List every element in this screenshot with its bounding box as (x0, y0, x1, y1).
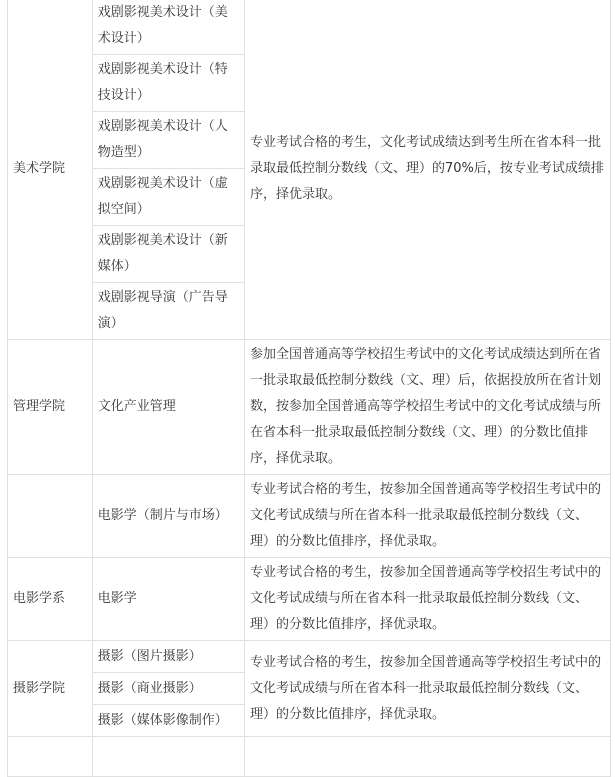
admission-rule: 专业考试合格的考生，按参加全国普通高等学校招生考试中的文化考试成绩与所在省本科一批录取最低控制分数线（文、理）的分数比值排序，择优录取。 (249, 565, 601, 632)
college-name: 电影学系 (13, 591, 66, 606)
major-cell (92, 705, 244, 737)
admission-rule: 专业考试合格的考生，文化考试成绩达到考生所在省本科一批录取最低控制分数线（文、理）的70%后，按专业考试成绩排序，择优录取。 (249, 134, 604, 202)
college-cell (8, 641, 93, 737)
admission-table (7, 0, 611, 777)
major-cell (92, 641, 244, 673)
rule-cell (244, 558, 610, 641)
college-cell (8, 558, 93, 641)
major-name: 电影学 (97, 591, 137, 606)
major-name: 戏剧影视美术设计（美术设计） (97, 5, 228, 46)
rule-cell (244, 475, 610, 558)
major-name: 摄影（商业摄影） (97, 680, 202, 696)
major-cell (92, 737, 244, 777)
college-name: 摄影学院 (13, 680, 66, 696)
table-row (8, 0, 611, 55)
major-cell (92, 340, 244, 475)
major-name: 戏剧影视美术设计（人物造型） (97, 119, 228, 160)
college-cell (8, 475, 93, 558)
college-cell (8, 737, 93, 777)
admission-rule: 专业考试合格的考生，按参加全国普通高等学校招生考试中的文化考试成绩与所在省本科一批录取最低控制分数线（文、理）的分数比值排序，择优录取。 (249, 482, 601, 549)
major-cell (92, 169, 244, 226)
table-row (8, 475, 611, 558)
major-name: 戏剧影视美术设计（新媒体） (97, 233, 228, 274)
college-cell (8, 0, 93, 340)
major-name: 戏剧影视美术设计（虚拟空间） (97, 176, 228, 217)
college-name: 管理学院 (13, 399, 66, 414)
rule-cell (244, 737, 610, 777)
rule-cell (244, 340, 610, 475)
college-name: 美术学院 (13, 160, 66, 176)
major-cell (92, 475, 244, 558)
major-cell (92, 673, 244, 705)
major-cell (92, 55, 244, 112)
rule-cell (244, 0, 610, 340)
major-cell (92, 0, 244, 55)
table-row (8, 340, 611, 475)
table-row (8, 737, 611, 777)
major-cell (92, 558, 244, 641)
major-cell (92, 283, 244, 340)
table-row (8, 558, 611, 641)
major-name: 戏剧影视美术设计（特技设计） (97, 62, 228, 103)
major-name: 摄影（媒体影像制作） (97, 712, 228, 728)
college-cell (8, 340, 93, 475)
major-name: 摄影（图片摄影） (97, 648, 202, 664)
admission-rule: 参加全国普通高等学校招生考试中的文化考试成绩达到所在省一批录取最低控制分数线（文、理）后，依据投放所在省计划数，按参加全国普通高等学校招生考试中的文化考试成绩与所在省本科一批录取最低控制分数线（文、理）的分数比值排序，择优录取。 (249, 347, 601, 466)
admission-rule: 专业考试合格的考生，按参加全国普通高等学校招生考试中的文化考试成绩与所在省本科一批录取最低控制分数线（文、理）的分数比值排序，择优录取。 (249, 654, 601, 722)
rule-cell (244, 641, 610, 737)
table-row (8, 641, 611, 673)
major-cell (92, 226, 244, 283)
major-name: 戏剧影视导演（广告导演） (97, 290, 228, 331)
major-name: 电影学（制片与市场） (97, 508, 228, 523)
major-cell (92, 112, 244, 169)
major-name: 文化产业管理 (97, 399, 176, 414)
